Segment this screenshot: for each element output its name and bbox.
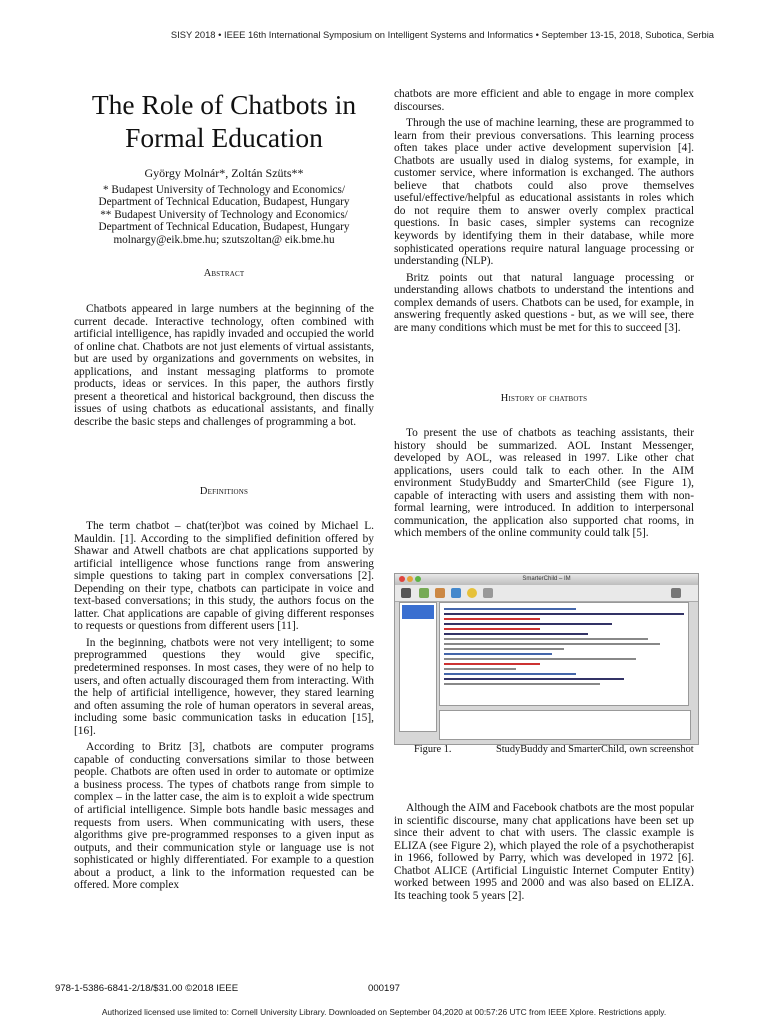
right-paragraph-3: Britz points out that natural language processing or understanding allows chatbots to understand the intentions and complex demands of users. Chatbots can be used, for example, in answering frequently asked questions - but, as we will see, there are many conditions which must be met for this to succeed [3].	[394, 271, 694, 334]
definitions-heading: Definitions	[199, 486, 249, 497]
paper-title	[74, 88, 374, 154]
affiliation-1b: Department of Technical Education, Budapest, Hungary	[98, 196, 350, 209]
figure-1-screenshot	[394, 573, 699, 745]
font-icon	[483, 588, 493, 598]
title-line-2: Formal Education	[125, 122, 323, 153]
figure-chat-transcript	[439, 602, 689, 706]
figure-window-title: SmarterChild – IM	[522, 576, 571, 582]
author-emails: molnargy@eik.bme.hu; szutszoltan@ eik.bme.hu	[113, 233, 335, 246]
definitions-paragraph-1: The term chatbot – chat(ter)bot was coined by Michael L. Mauldin. [1]. According to the simplified definition offered by Shawar and Atwell chatbots are chat applications supported by artificial intelligence whose functions range from answering simple questions to taking part in complex conversations [2]. Depending on their type, chatbots can participate in voice and text-based conversations; in this study, the authors focus on the latter. Chat applications are capable of giving different responses to requests or questions from different users [11].	[74, 520, 374, 633]
smiley-icon	[467, 588, 477, 598]
close-dot-icon	[399, 576, 405, 582]
figure-window-titlebar	[395, 574, 698, 585]
buddy-icon	[401, 588, 411, 598]
isbn-footer: 978-1-5386-6841-2/18/$31.00 ©2018 IEEE	[55, 983, 239, 994]
selected-buddy	[402, 605, 434, 619]
abstract-paragraph: Chatbots appeared in large numbers at the beginning of the current decade. Interactive technology, often combined with artificial intelligence, has rapidly invaded and occupied the world of online chat. Chatbots are not just elements of virtual assistants, but are used by organizations and governments on websites, in applications, and instant messaging platforms to promote products, ideas or services. In this paper, the authors firstly present a theoretical and historical background, then discuss the issues of using chatbots as educational assistants, and finally describe the basic steps and challenges of programming a bot.	[74, 303, 374, 428]
figure-message-input	[439, 710, 691, 740]
figure-number: Figure 1.	[414, 744, 452, 755]
history-body	[394, 427, 694, 540]
definitions-paragraph-3: According to Britz [3], chatbots are computer programs capable of conducting conversations similar to those between people. Chatbots are often used in order to automate or optimize a business process. The types of chatbots range from simple to complex – in the latter case, the aim is to exploit a wide spectrum of artificial intelligence. Simple bots handle basic messages and requests from users. When communicating with users, these algorithms give pre-programmed responses to a given input as outputs, and their communication style or language use is not sophisticated or highly differentiated. For example to a question about a product, a link to the information requested can be offered. More complex	[74, 741, 374, 892]
conference-header: SISY 2018 • IEEE 16th International Symposium on Intelligent Systems and Informatics • September 13-15, 2018, Subotica, Serbia	[170, 29, 714, 40]
figure-buddy-list	[399, 602, 437, 732]
affiliation-2b: Department of Technical Education, Budapest, Hungary	[98, 221, 350, 234]
definitions-paragraph-2: In the beginning, chatbots were not very intelligent; to some preprogrammed questions they would give specific, predetermined responses. In most cases, they were of no help to users, and often actually discouraged them from interacting. With the help of artificial intelligence, however, they stared learning and often assuming the role of human operators in several areas, including some basic communication tasks in education [15], [16].	[74, 636, 374, 737]
mail-icon	[451, 588, 461, 598]
affiliation-2a: ** Budapest University of Technology and Economics/	[100, 208, 348, 221]
author-names: György Molnár*, Zoltán Szüts**	[144, 166, 304, 180]
abstract-body	[74, 303, 374, 428]
history-paragraph-1: To present the use of chatbots as teaching assistants, their history should be summarized. AOL Instant Messenger, developed by AOL, was released in 1997. Like other chat applications, users could talk to each other. In the AIM environment StudyBuddy and SmarterChild (see Figure 1), capable of interacting with users and assisting them with non-formal learning, were introduced. In addition to interpersonal communication, the application also supported chat rooms, in which members of the online community could talk [5].	[394, 427, 694, 540]
license-footer: Authorized licensed use limited to: Cornell University Library. Downloaded on September 04,2020 at 00:57:26 UTC from IEEE Xplore. Restrictions apply.	[101, 1007, 667, 1017]
right-paragraph-2: Through the use of machine learning, these are programmed to learn from their previous conversations. This learning process often takes place under active development supervision [4]. Chatbots are usually used in dialog systems, for example, in customer service, where information is exchanged. The authors believe that chatbots could also prove themselves useful/effective/helpful as educational assistants in roles which do not require them to answer overly complex practical questions. In basic cases, simpler systems can recognize keywords by identifying them in their database, while more sophisticated operations require natural language processing or understanding (NLP).	[394, 117, 694, 268]
figure-toolbar	[395, 585, 698, 602]
history-paragraph-2: Although the AIM and Facebook chatbots are the most popular in scientific discourse, many chat applications have been set up since their advent to chat with users. The classic example is ELIZA (see Figure 2), which played the role of a psychotherapist in 1966, followed by Parry, which was developed in 1972 [6]. Chatbot ALICE (Artificial Linguistic Internet Computer Entity) worked between 1995 and 2000 and was also based on ELIZA. Its teaching took 5 years [2].	[394, 802, 694, 902]
chat-icon	[419, 588, 429, 598]
volume-icon	[671, 588, 681, 598]
history-body-2	[394, 802, 694, 902]
minimize-dot-icon	[407, 576, 413, 582]
info-icon	[435, 588, 445, 598]
right-paragraph-1: chatbots are more efficient and able to engage in more complex discourses.	[394, 88, 694, 113]
right-column-top	[394, 88, 694, 334]
figure-caption-text: StudyBuddy and SmarterChild, own screenshot	[496, 744, 694, 755]
history-heading: History of chatbots	[500, 393, 588, 404]
affiliation-1a: * Budapest University of Technology and Economics/	[103, 183, 345, 196]
author-block	[74, 167, 374, 247]
zoom-dot-icon	[415, 576, 421, 582]
title-line-1: The Role of Chatbots in	[91, 89, 357, 120]
definitions-body	[74, 520, 374, 892]
abstract-heading: Abstract	[203, 268, 245, 279]
page-number: 000197	[368, 983, 401, 994]
